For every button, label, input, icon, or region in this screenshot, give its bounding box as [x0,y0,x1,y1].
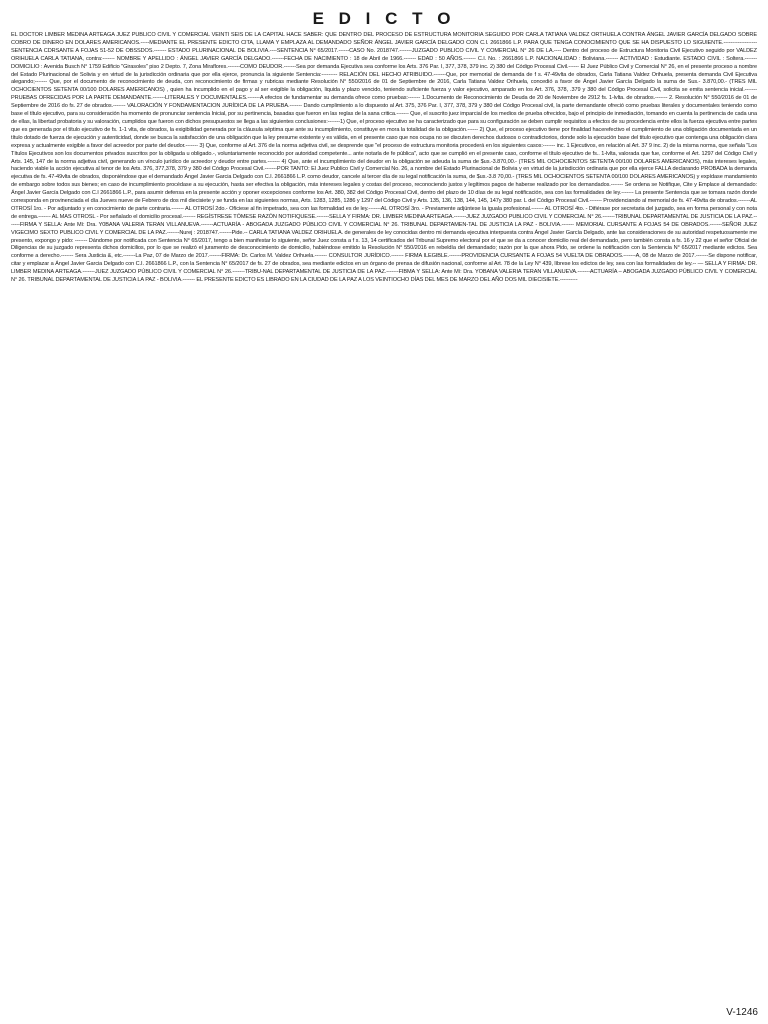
reference-code: V-1246 [726,1007,758,1018]
edict-body: EL DOCTOR LIMBER MEDINA ARTEAGA JUEZ PUBLICO CIVIL Y COMERCIAL VEINTI SEIS DE LA CAPITAL HACE SABER: QUE DENTRO DEL PROCESO DE ESTRUCTURA MONITORIA SEGUIDO POR CARLA TATIANA VALDEZ ORTHUELA CONTRA ÁNGEL JAVIER GARCÍA DELGADO SOBRE COBRO DE DINERO EN DOLARES AMERICANOS.-----MEDIANTE EL PRESENTE EDICTO CITA, LLAMA Y EMPLAZA AL DEMANDADO SEÑOR ÁNGEL JAVIER GARCÍA DELGADO CON C.I. 2661866 L.P. PARA QUE TENGA CONOCIMIENTO QUE SE HA DISPUESTO LO SIGUIENTE.------------------- SENTENCIA CDRSANTE A FOJAS 51-52 DE OBSSDOS.------- ESTADO PLURINACIONAL DE BOLIVIA.----SENTENCIA N° 65/2017.------CASO No. 2018747.-------JUZGADO PUBLICO CIVIL Y COMERCIAL N° 26 DE LA.---- Dentro del proceso de Estructura Monitoria Civil Ejecutivo seguido por VALDEZ ORIHUELA CARLA TATIANA, contra:------- NOMBRE Y APELLIDO : ÁNGEL JAVIER GARCÍA DELGADO.-------FECHA DE NACIMIENTO : 18 de Abril de 1966.------- EDAD : 50 AÑOS.------- C.I. No. : 2661866 L.P. NACIONALIDAD : Boliviana.------- ACTIVIDAD : Estudiante. ESTADO CIVIL : Soltera.------- DOMICILIO : Avenida Busch N° 1759 Edificio "Girasoles" piso 2 Depto. 7, Zona Miraflores.-------COMO DEUDOR.-------Sea por demanda Ejecutiva sea conforme los Arts. 376 Par. I, 377, 378, 379 inc. 2) 380 del Código Procesal Civil.------ El Juez Público Civil y Comercial N° 26, en el presente proceso a nombre del Estado Plurinacional de Solivia y en virtud de la jurisdicción ordinaria que por ella ejerce, pronuncia la siguiente Sentencia:--------- RELACIÓN DEL HECHO ATRIBUIDO.-------Que, por memorial de demanda de f s. 47-49vlta de obrados, Carla Tatiana Valdez Orihuela, presenta demanda Civil Ejecutiva alegando;------- Que, por el documento de reconocimiento de deuda, con reconocimiento de firmas y rubricas mediante Resolución N° 550/2016 de 01 de Septiembre de 2016, Carla Tatiana Valdez Orihuela, concedió a favor de Ángel Javier García Delgado la suma de Sus.- 3.870,00.- (TRES MIL OCHOCIENTOS SETENTA 00/100 DOLARES AMERICANOS) , quien ha incumplido en el pago y al ser exigible la obligación, liquida y plazo vencido, teniendo suficiente fuerza y valor ejecutivo, amparado en los Art. 376, 378, .379 y 380 del Código Procesal Civil, solicita se emita sentencia inicial.------- PRUEBAS OFRECIDAS POR LA PARTE DEMANDANTE.-------LITERALES Y DOCUMENTALES.-------A efectos de fundamentar su demanda ofrece como pruebas:------- 1.Documento de Reconocimiento de Deuda de 20 de Noviembre de 2912 fs. 1-lvlta. de obrados.------- 2. Resolución N° 550/2016 de 01 de Septiembre de 2016 do fs. 27 de obrados.------- VALORACIÓN Y FONDAMENTACION JURÍDICA DE LA PRUEBA.------- Dando cumplimiento a lo dispuesto al Art. 375, 376 Par. I, 377, 378, 379 y 380 del Código Procesal civil, la parte demandante ofreció como pruebas literales y documentales teniendo como base el título ejecutivo, para su consideración ha momento de pronunciar sentencia Inicial, por su pertinencia, basadas que fueron en las reglas de la sana critica.------- Que, el suscrito juez imparcial de los medios de prueba ofrecidos, bajo el principio de inmediación, tomando en cuenta la pertinencia de cada una de ellas, la libertad probatoria y su valoración, cumplidos que fueron con dichos presupuestos se llega a las siguientes conclusiones:-------1) Que, el proceso ejecutivo se ha caracterizado que para su configuración se deben cumplir requisitos a efectos de su procedencia entre ellos la fuerza ejecutiva entre partes que es generada por el título ejecutivo de fs. 1-1 vlta, de obrados, la exigibilidad generada por la cláusula séptima que ante su incumplimiento, constituye en mora la totalidad de la obligación.------ 2) Que, el proceso ejecutivo tiene por finalidad hacerefectivo el cumplimiento de una obligación documentada en un título dotado de fuerza de ejecución y autenticidad, donde se busca la satisfacción de una obligación que la ley presume existente y es válida, en el presente caso que nos ocupa no se discuten derechos dudosos o contradictorios, donde solo la ejecución base del titulo ejecutivo que contenga una obligación clara expresa y actualmente exigible a favor del acreedor por parte del deudor.------- 3} Que, conforme al Art. 376 de la norma adjetiva civil, se desprende que "el proceso de estructura monitoria procederá en los siguientes casos:------- inc. 1 Ejecutivos, en relación al Art. 37 9 inc. 2) de la misma norma, que señala "Los Títulos Ejecutivos son los documentos privados suscritos por la obligada u obligado.-, voluntariamente reconocido por autoridad competente... ante notarla de fe pública", acto que se cumplió en el presente caso, conforme el título ejecutivo de fs.. 1-lvlta, valorada que fue, conforme el Art. 1297 del Código Civil y Arts. 145, 147 de la norma adjetiva civil, generando un vínculo jurídico de acreedor y deudor entre partes.------- 4) Que, ante el incumplimiento del deudor en la obligación se adeuda la suma de $us.-3.870,00.- (TRES MIL OCHOCIENTOS SETENTA 00/100 DOLARES AMERICANOS), más intereses legales, haciendo viable la acción ejecutiva al tenor de los Arts. 376, 377,378, 379 y 380 del Código Procesal Civil.-------POR TANTO: El Juez Publico Civil y Comercial No. 26, a nombre del Estado Plurinacional de Bolivia y en virtud de la jurisdicción ordinaria que por ella ejerce FALLA declarando PROBADA la demanda ejecutiva de fs. 47-49vlta de obrados, disponiéndose que el demandado Ángel Javier Garcia Delgado con C.I. 2661866 L.P. como deudor, cancele al tercer día de su legal notificación la suma, de $us.-3.8 70,00.- (TRES MIL OCHOCIENTOS SETENTA 00/100 DOLARES AMERICANOS) y expídase mandamiento de embargo sobre todos sus bienes; en caso de incumplimiento procédase a su ejecución, hasta ser efectiva la obligación, más intereses legales y costas del proceso, reconociendo justos y legítimos pagos de haberse realizado por los demandados.------- Se ordena se Notifique, Cite y Emplace al demandado: Ángel Javier García Delgado con C.I 2661866 L.P., para asumir defensa en la presente acción y oponer excepciones conforme los Art. 380, 382 del Código Procesal Civil, dentro del plazo de 10 días de su legal notificación, sea con las formalidades de ley.------- La presente Sentencia que se tomara razón donde corresponda en provinenciada el día Jueves nueve de Febrero de dos mil diecisiete y se funda en las siguientes normas, Arts. 1283, 1285, 1286 y 1297 del Código Civil y Arts. 135, 136, 138, 144, 145, 147y 380 par. L del Código Procesal Civil.------- Providenciando al memorial de fs. 47-49vlta de obrados.-------AL OTROSÍ 1ro. - Por adjuntado y en conocimiento de parte contraria.------- AL OTROSÍ 2do.- Ofíciese al fin impetrado, sea con las formalidad es de ley.-------AL OTROSÍ 3ro. - Previamente adjúntese la iguala profesional.------- AL OTROSÍ 4to. - Difiérase por secretaria del juzgado, sea en forma personal y con nota de entrega.------- AL MAS OTROSL - Por señalado el domicilio procesal.------- REGÍSTRESE TÓMESE RAZÓN NOTIFIQUESE.-------SELLA Y FIRMA: DR. LIMBER MEDINA ARTEAGA.-------JUEZ JUZGADO PUBLICO CIVIL Y COMERCIAL N° 26.-------TRIBUNAL DEPARTAMENTAL DE JUSTICIA DE LA PAZ.-------FIRMA Y SELLA: Ante Mí: Dra. Y0BANA VALERIA TERAN VILLANUEVA.-------ACTUARÍA - ABOGADA JUZGADO PÚBLICO CIVIL Y COMERCIAL N° 26. TRIBUNAL DEPARTAMEN-TAL DE JUSTICIA LA PAZ - BOLIVIA.------- MEMORIAL CURSANTE A FOJAS 54 DE OBRADOS.-------SEÑOR JUEZ VIGECIMO SEXTO PUBLICO CIVIL Y COMERCIAL DE LA PAZ.-------Nurej : 2018747.-------Pide.-- CARLA TATIANA VALDEZ ORIHUELA. de generales de ley conocidas dentro mi demanda ejecutiva interpuesta contra Ángel Javier García Delgado, ante las consideraciones de su autoridad respetuosamente me presento, expongo y pido: ------- Dándome por notificada con Sentencia N° 65/2017, tengo a bien manifestar lo siguiente, señor Juez consta a f s. 13, 14 certificados del Tribunal Supremo electoral por el que se da a conocer domicilio real del demandado, pero también consta a fs. 16 y 22 que el señor Oficial de Diligencias de su juzgado representa dichos domicilios, por lo que se realizó el juramento de desconocimiento de domicilio, habiéndose emitido la Resolución N° 550/2016 en rebeldía del demandado; razón por la que ahora Pido, se ordene la notificación con la Sentencia N° 65/2017 mediante edictos. Sea conforme a derecho.------- Sera Justicia &, etc.-------La Paz, 07 de Marzo de 2017.-------FIRMA: Dr. Carlos M. Valdez Orihuela.------- CONSULTOR JURÍDICO.------- FIRMA ILEGIBLE.-------PROVIDENCIA CURSANTE A FOJAS 54 VUELTA DE OBRADOS.-------A, 08 de Marzo de 2017.-------Se dispone notificar, citar y emplazar a Ángel Javier Garcia Delgado con C.I. 2661866 L.P., con la Sentencia N° 65/2017 de fs. 27 de obrados, sea mediante edictos en un órgano de prensa de difusión nacional, conforme al Art. 78 de la Ley N° 439, líbrese los edictos de ley, sea con las formalidades de ley.-- — SELLA Y FIRMA: DR. LIMBER MEDINA ARTEAGA.-------JUEZ JUZGADO PÚBLICO CIVIL Y COMERCIAL N° 26.-------TRIBU-NAL DEPARTAMENTAL DE JUSTICIA DE LA PAZ.-------FIBMA Y SELLA: Ante Mí: Dra. YOBANA VALERIA TERAN VILLANUEVA.-------ACTUARÍA – ABOGADA JUZGADO PÚBLICO CIVIL Y COMERCIAL N° 26. TRIBUNAL DEPARTAMENTAL DE JUSTICIA LA PAZ - BOLIVIA.------- EL PRESENTE EDICTO ES LIBRADO EN LA CIUDAD DE LA PAZ A LOS VEINTIOCHO DÍAS DEL MES DE MARZO DEL AÑO DOS MIL DIECISIETE.---------- [11,32,757,284]
edict-title: E D I C T O [312,9,456,28]
